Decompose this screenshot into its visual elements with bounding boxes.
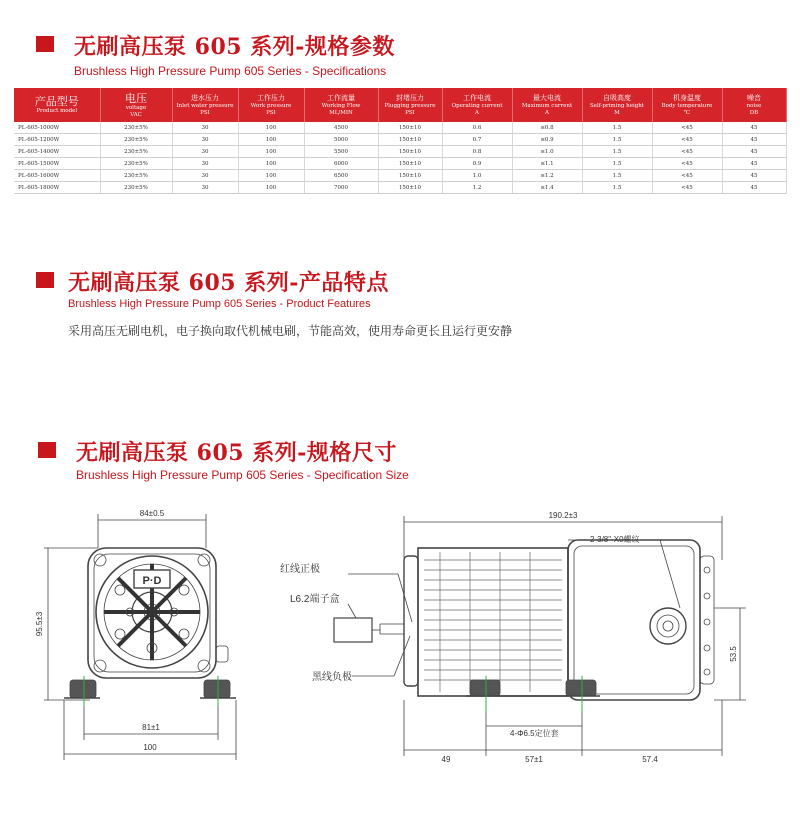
dim-side-length: 190.2±3 [548, 511, 578, 520]
red-wire-label: 红线正极 [280, 564, 320, 575]
table-cell: 30 [172, 134, 238, 146]
table-cell: 6500 [304, 170, 378, 182]
table-cell: 150±10 [378, 146, 442, 158]
dim-front-total: 100 [143, 743, 157, 752]
table-cell: 1.5 [582, 134, 652, 146]
header-en: Working Flow [321, 102, 361, 109]
header-zh: 工作流量 [327, 93, 355, 102]
table-cell: 30 [172, 122, 238, 134]
table-cell: 30 [172, 158, 238, 170]
table-cell: 100 [238, 170, 304, 182]
header-en: Maximum current [521, 102, 573, 109]
header-en: voltage [125, 104, 147, 111]
table-cell: PL-605-1600W [14, 170, 100, 182]
table-cell: ≤1.4 [512, 182, 582, 194]
section-subtitle: Brushless High Pressure Pump 605 Series - Specifications [74, 64, 387, 78]
table-cell: 5500 [304, 146, 378, 158]
table-cell: PL-605-1800W [14, 182, 100, 194]
header-en: Inlet water pressure [176, 102, 234, 109]
black-wire-label: 黑线负极 [312, 672, 352, 683]
table-cell: 150±10 [378, 158, 442, 170]
dim-side-right: 57.4 [642, 755, 658, 764]
front-view [44, 514, 236, 760]
table-cell: <45 [652, 122, 722, 134]
dim-front-height: 95.5±3 [35, 611, 44, 637]
table-cell: ≤0.8 [512, 122, 582, 134]
table-cell: 1.5 [582, 182, 652, 194]
header-unit: ML/MIN [329, 109, 353, 116]
terminal-box-label: L6.2端子盒 [290, 594, 340, 605]
section-subtitle: Brushless High Pressure Pump 605 Series - Specification Size [76, 468, 409, 482]
header-zh: 工作电流 [463, 93, 491, 102]
table-cell: ≤0.9 [512, 134, 582, 146]
thread-label: 2-3/8"-X0螺纹 [590, 535, 640, 544]
table-cell: 45 [722, 146, 786, 158]
table-cell: 230±5% [100, 158, 172, 170]
header-zh: 封堵压力 [396, 93, 424, 102]
table-cell: 45 [722, 122, 786, 134]
header-zh: 机身温度 [673, 93, 701, 102]
header-unit: DB [749, 109, 759, 116]
table-cell: 1.5 [582, 122, 652, 134]
header-en: noise [746, 102, 762, 109]
table-cell: <45 [652, 170, 722, 182]
hole-label: 4-Φ6.5定位套 [510, 729, 559, 738]
front-logo: P·D [142, 575, 162, 587]
section-title: 无刷高压泵 605 系列-规格尺寸 [76, 440, 397, 466]
table-cell: 45 [722, 170, 786, 182]
header-zh: 工作压力 [257, 93, 285, 102]
table-cell: 230±5% [100, 146, 172, 158]
dim-side-left: 49 [441, 755, 451, 764]
table-cell: 0.9 [442, 158, 512, 170]
header-zh: 进水压力 [191, 93, 219, 102]
header-unit: VAC [130, 111, 142, 118]
table-cell: 1.0 [442, 170, 512, 182]
table-cell: 1.5 [582, 158, 652, 170]
table-cell: 45 [722, 134, 786, 146]
header-unit: PSI [266, 109, 276, 116]
table-cell: ≤1.1 [512, 158, 582, 170]
table-cell: 6000 [304, 158, 378, 170]
header-zh: 电压 [125, 91, 147, 105]
table-cell: 5000 [304, 134, 378, 146]
table-cell: PL-605-1200W [14, 134, 100, 146]
table-cell: 230±5% [100, 182, 172, 194]
table-cell: <45 [652, 182, 722, 194]
table-cell: 230±5% [100, 170, 172, 182]
dim-side-mid: 57±1 [525, 755, 543, 764]
table-cell: 100 [238, 146, 304, 158]
table-cell: 4500 [304, 122, 378, 134]
table-cell: 0.6 [442, 122, 512, 134]
table-cell: 150±10 [378, 122, 442, 134]
table-cell: PL-605-1000W [14, 122, 100, 134]
table-cell: 7000 [304, 182, 378, 194]
header-zh: 最大电流 [533, 93, 561, 102]
feature-description: 采用高压无刷电机，电子换向取代机械电刷，节能高效，使用寿命更长且运行更安静 [68, 324, 513, 338]
header-unit: M [614, 109, 620, 116]
table-cell: 0.8 [442, 146, 512, 158]
table-cell: 45 [722, 182, 786, 194]
table-cell: 30 [172, 170, 238, 182]
table-cell: 150±10 [378, 170, 442, 182]
header-unit: ℃ [683, 109, 691, 116]
header-zh: 产品型号 [34, 95, 79, 108]
header-en: Plugging pressure [384, 102, 436, 109]
table-cell: 100 [238, 134, 304, 146]
table-cell: 230±5% [100, 122, 172, 134]
header-zh: 噪音 [747, 93, 761, 102]
side-view [334, 516, 746, 756]
header-unit: PSI [200, 109, 210, 116]
table-cell: 150±10 [378, 134, 442, 146]
header-en: Operating current [451, 102, 503, 109]
table-cell: PL-605-1500W [14, 158, 100, 170]
header-en: Product model [36, 108, 78, 114]
header-unit: A [475, 109, 479, 116]
table-cell: <45 [652, 134, 722, 146]
table-cell: 30 [172, 182, 238, 194]
dim-front-feet: 81±1 [142, 723, 160, 732]
table-cell: ≤1.0 [512, 146, 582, 158]
table-cell: <45 [652, 146, 722, 158]
table-cell: 230±5% [100, 134, 172, 146]
header-zh: 自吸高度 [603, 93, 631, 102]
header-unit: A [545, 109, 549, 116]
header-en: Work pressure [250, 102, 292, 109]
table-cell: 1.5 [582, 170, 652, 182]
table-cell: 150±10 [378, 182, 442, 194]
table-cell: 1.2 [442, 182, 512, 194]
table-cell: 1.5 [582, 146, 652, 158]
dim-side-height: 53.5 [729, 646, 738, 662]
table-cell: <45 [652, 158, 722, 170]
header-en: Body temperature [661, 102, 713, 109]
table-cell: 100 [238, 182, 304, 194]
table-cell: PL-605-1400W [14, 146, 100, 158]
table-cell: 30 [172, 146, 238, 158]
table-cell: 0.7 [442, 134, 512, 146]
table-cell: 100 [238, 158, 304, 170]
header-en: Self-priming height [589, 102, 644, 109]
section-subtitle: Brushless High Pressure Pump 605 Series - Product Features [68, 298, 371, 310]
table-cell: 45 [722, 158, 786, 170]
section-title: 无刷高压泵 605 系列-产品特点 [68, 270, 389, 296]
section-title: 无刷高压泵 605 系列-规格参数 [74, 34, 395, 60]
header-unit: PSI [405, 109, 415, 116]
table-cell: 100 [238, 122, 304, 134]
table-cell: ≤1.2 [512, 170, 582, 182]
dim-front-top: 84±0.5 [139, 509, 165, 518]
